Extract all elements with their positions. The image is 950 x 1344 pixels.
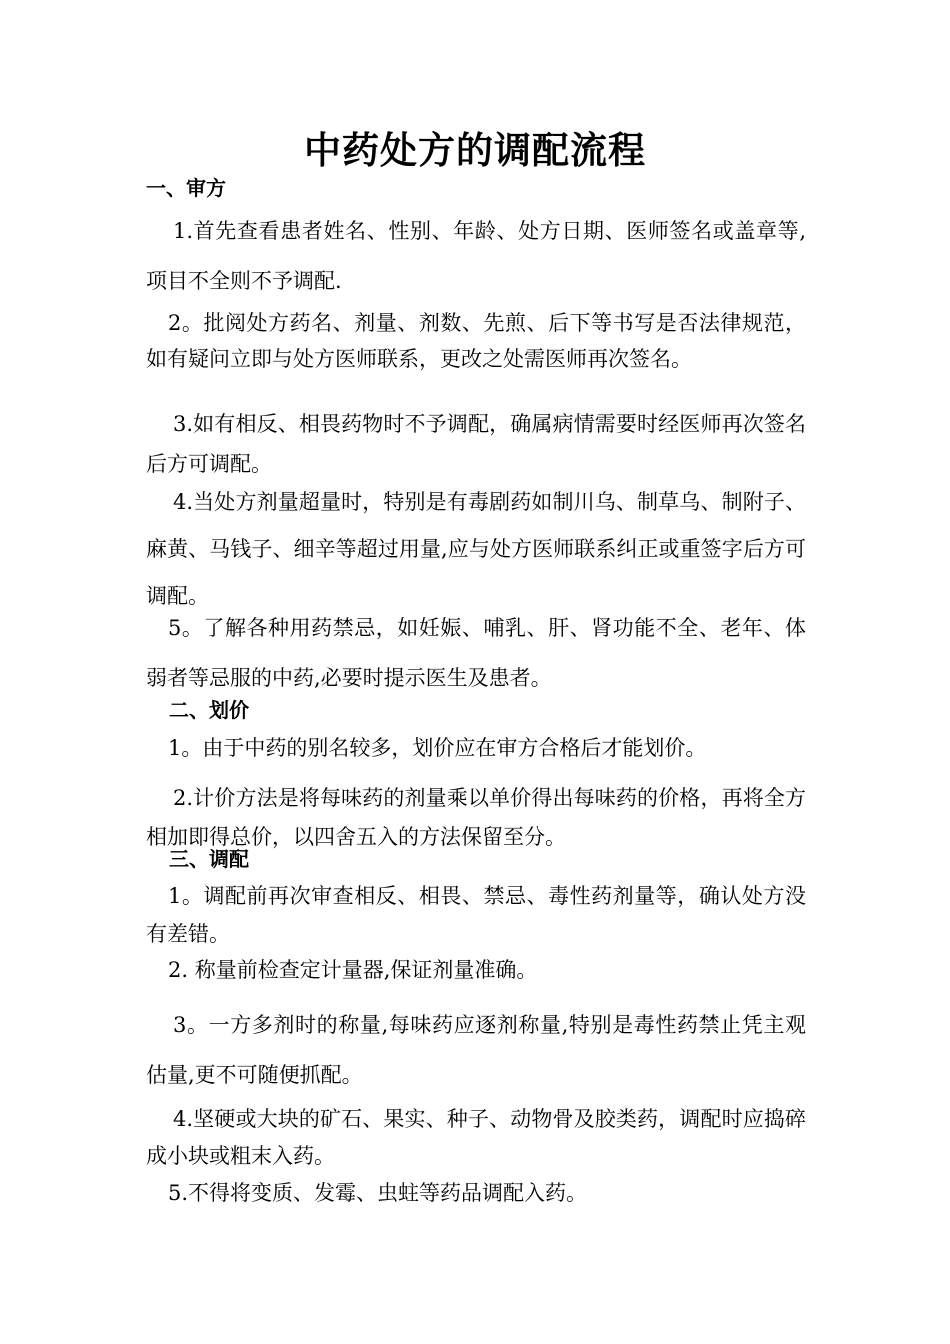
dispensing-item-2: 2. 称量前检查定计量器,保证剂量准确。	[168, 958, 538, 982]
document-title: 中药处方的调配流程	[304, 128, 646, 172]
review-item-4: 4.当处方剂量超量时，特别是有毒剧药如制川乌、制草乌、制附子、麻黄、马钱子、细辛等超过用量,应与处方医师联系纠正或重签字后方可调配。	[146, 490, 806, 608]
pricing-item-1: 1。由于中药的别名较多，划价应在审方合格后才能划价。	[168, 736, 707, 760]
section-heading-pricing: 二、划价	[169, 698, 249, 722]
section-heading-review: 一、审方	[146, 176, 226, 200]
dispensing-item-5: 5.不得将变质、发霉、虫蛀等药品调配入药。	[168, 1181, 588, 1205]
dispensing-item-4: 4.坚硬或大块的矿石、果实、种子、动物骨及胶类药，调配时应捣碎成小块或粗末入药。	[146, 1107, 806, 1168]
section-heading-dispensing: 三、调配	[169, 847, 249, 871]
review-item-5: 5。了解各种用药禁忌，如妊娠、哺乳、肝、肾功能不全、老年、体弱者等忌服的中药,必要时提示医生及患者。	[146, 616, 806, 690]
pricing-item-2: 2.计价方法是将每味药的剂量乘以单价得出每味药的价格，再将全方相加即得总价，以四舍五入的方法保留至分。	[146, 786, 806, 849]
dispensing-item-1: 1。调配前再次审查相反、相畏、禁忌、毒性药剂量等，确认处方没有差错。	[146, 884, 806, 946]
review-item-1: 1.首先查看患者姓名、性别、年龄、处方日期、医师签名或盖章等,项目不全则不予调配.	[146, 219, 806, 293]
dispensing-item-3: 3。一方多剂时的称量,每味药应逐剂称量,特别是毒性药禁止凭主观估量,更不可随便抓配。	[146, 1013, 806, 1087]
review-item-2: 2。批阅处方药名、剂量、剂数、先煎、后下等书写是否法律规范，如有疑问立即与处方医师联系，更改之处需医师再次签名。	[146, 311, 806, 371]
review-item-3: 3.如有相反、相畏药物时不予调配，确属病情需要时经医师再次签名后方可调配。	[146, 412, 806, 476]
